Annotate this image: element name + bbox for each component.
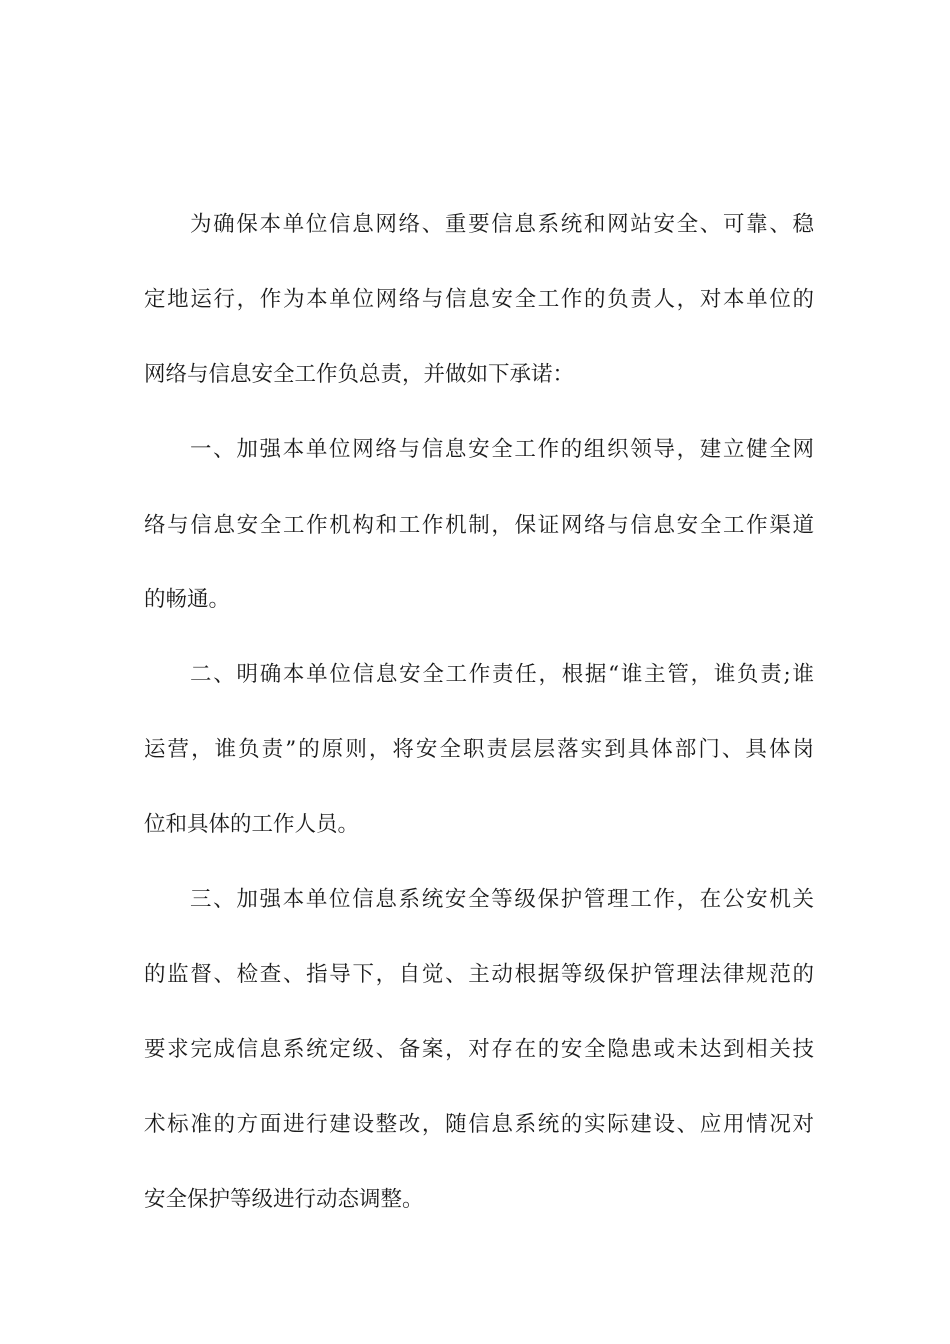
paragraph-4-line-4: 术标准的方面进行建设整改，随信息系统的实际建设、应用情况对 — [144, 1112, 814, 1137]
paragraph-3-line-2: 运营，谁负责”的原则，将安全职责层层落实到具体部门、具体岗 — [144, 737, 814, 762]
paragraph-4-line-5: 安全保护等级进行动态调整。 — [144, 1187, 424, 1212]
paragraph-2-line-3: 的畅通。 — [144, 587, 231, 612]
paragraph-3-line-3: 位和具体的工作人员。 — [144, 812, 360, 837]
paragraph-3-line-1: 二、明确本单位信息安全工作责任，根据“谁主管，谁负责;谁 — [190, 662, 814, 687]
paragraph-4-line-2: 的监督、检查、指导下，自觉、主动根据等级保护管理法律规范的 — [144, 962, 814, 987]
paragraph-2-line-2: 络与信息安全工作机构和工作机制，保证网络与信息安全工作渠道 — [144, 513, 814, 538]
paragraph-1-line-1: 为确保本单位信息网络、重要信息系统和网站安全、可靠、稳 — [190, 212, 814, 237]
paragraph-1-line-2: 定地运行，作为本单位网络与信息安全工作的负责人，对本单位的 — [144, 287, 814, 312]
paragraph-4-line-3: 要求完成信息系统定级、备案，对存在的安全隐患或未达到相关技 — [144, 1037, 814, 1062]
paragraph-4-line-1: 三、加强本单位信息系统安全等级保护管理工作，在公安机关 — [190, 887, 814, 912]
paragraph-1-line-3: 网络与信息安全工作负总责，并做如下承诺： — [144, 362, 575, 387]
paragraph-2-line-1: 一、加强本单位网络与信息安全工作的组织领导，建立健全网 — [190, 437, 814, 462]
